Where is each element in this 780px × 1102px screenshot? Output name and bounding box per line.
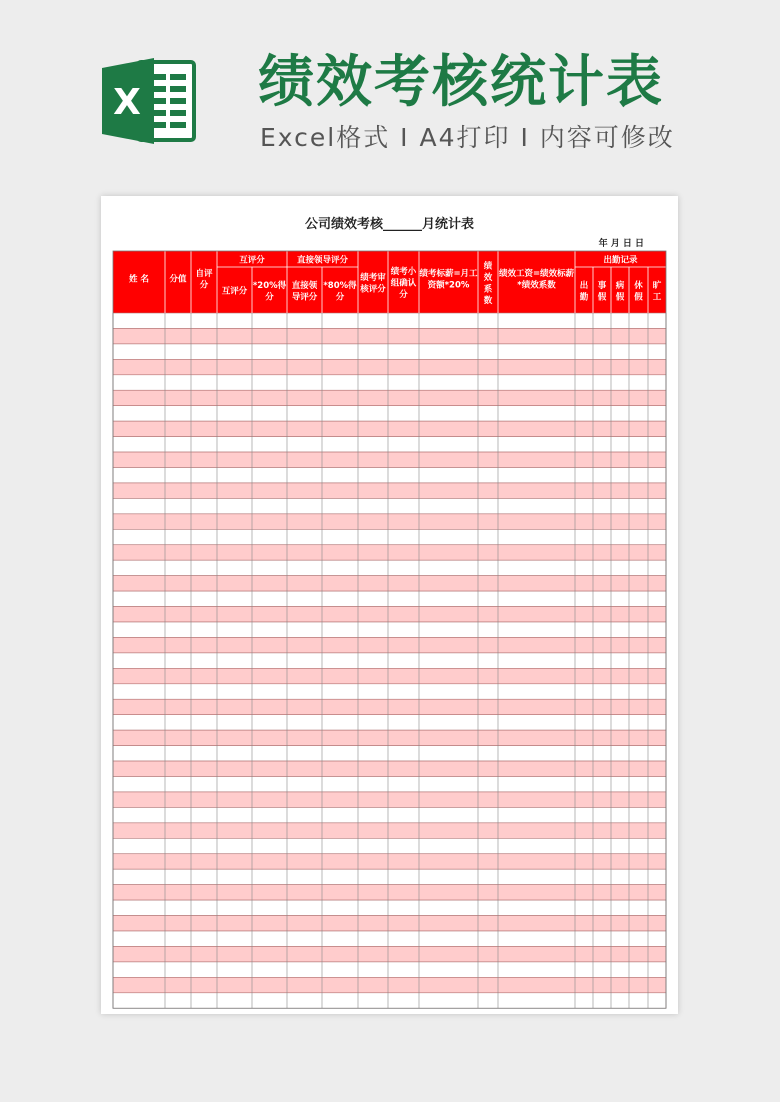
table-row xyxy=(113,545,666,560)
table-row xyxy=(113,838,666,853)
table-row xyxy=(113,375,666,390)
table-row xyxy=(113,437,666,452)
header-sick-leave: 假 xyxy=(615,292,625,303)
table-row xyxy=(113,344,666,359)
table-row xyxy=(113,977,666,992)
date-line: 年 月 日 日 xyxy=(598,239,644,249)
banner xyxy=(0,0,780,190)
table-row xyxy=(113,792,666,807)
header-name: 姓 名 xyxy=(129,274,149,285)
header-sick-leave: 病 xyxy=(615,280,625,291)
table-row xyxy=(113,777,666,792)
page-subtitle: Excel格式 I A4打印 I 内容可修改 xyxy=(260,123,675,152)
table-row xyxy=(113,514,666,529)
table-row xyxy=(113,498,666,513)
header-team-confirm: 组确认 xyxy=(390,278,417,289)
table-row xyxy=(113,684,666,699)
table-row xyxy=(113,746,666,761)
table-row xyxy=(113,946,666,961)
header-personal-leave: 假 xyxy=(597,292,607,303)
header-coefficient: 数 xyxy=(483,295,493,306)
header-performance-pay: 绩效工资=绩效标薪 xyxy=(498,268,575,279)
header-absence: 工 xyxy=(652,292,662,303)
table-row xyxy=(113,823,666,838)
header-rest-leave: 休 xyxy=(634,280,643,291)
spreadsheet-page xyxy=(101,196,678,1014)
header-coefficient: 系 xyxy=(483,284,493,295)
header-base-pay: 资额*20% xyxy=(427,280,470,291)
page-title: 绩效考核统计表 xyxy=(258,50,664,115)
table-row xyxy=(113,916,666,931)
table-row xyxy=(113,885,666,900)
table-row xyxy=(113,359,666,374)
table-row xyxy=(113,421,666,436)
header-leader-score: 直接领 xyxy=(291,280,318,291)
header-leader-80: *80%得 xyxy=(323,280,357,291)
header-group-peer: 互评分 xyxy=(239,255,265,266)
table-row xyxy=(113,591,666,606)
header-self-score: 自评 xyxy=(195,268,213,279)
table-row xyxy=(113,668,666,683)
header-audit-score: 核评分 xyxy=(360,284,386,295)
sheet-title: 公司绩效考核______月统计表 xyxy=(304,217,474,232)
table-row xyxy=(113,962,666,977)
table-row xyxy=(113,699,666,714)
table-row xyxy=(113,637,666,652)
header-peer-20: *20%得 xyxy=(252,280,287,291)
table-row xyxy=(113,854,666,869)
logo-letter: X xyxy=(113,82,141,123)
table-row xyxy=(113,653,666,668)
header-peer-20: 分 xyxy=(265,292,274,303)
performance-table xyxy=(101,196,678,1014)
header-performance-pay: *绩效系数 xyxy=(517,280,556,291)
table-row xyxy=(113,993,666,1008)
table-row xyxy=(113,406,666,421)
table-row xyxy=(113,468,666,483)
table-row xyxy=(113,529,666,544)
header-rest-leave: 假 xyxy=(634,292,643,303)
table-row xyxy=(113,900,666,915)
header-team-confirm: 分 xyxy=(399,290,408,300)
header-team-confirm: 绩考小 xyxy=(390,267,417,277)
table-row xyxy=(113,483,666,498)
table-row xyxy=(113,452,666,467)
header-group-attendance: 出勤记录 xyxy=(603,255,638,266)
header-group-leader: 直接领导评分 xyxy=(296,255,349,266)
header-leader-score: 导评分 xyxy=(291,292,318,303)
table-row xyxy=(113,931,666,946)
header-audit-score: 绩考审 xyxy=(360,272,386,283)
header-coefficient: 效 xyxy=(483,272,493,283)
header-absence: 旷 xyxy=(652,280,662,291)
header-base-pay: 绩考标薪=月工 xyxy=(419,268,478,279)
header-attendance: 出 xyxy=(579,280,589,291)
table-row xyxy=(113,761,666,776)
table-row xyxy=(113,390,666,405)
table-row xyxy=(113,730,666,745)
table-row xyxy=(113,715,666,730)
header-coefficient: 绩 xyxy=(483,261,493,272)
table-row xyxy=(113,807,666,822)
header-peer-score: 互评分 xyxy=(221,286,248,297)
table-row xyxy=(113,328,666,343)
table-row xyxy=(113,560,666,575)
header-score: 分值 xyxy=(169,274,187,285)
table-row xyxy=(113,576,666,591)
table-row xyxy=(113,607,666,622)
excel-logo-icon xyxy=(100,56,198,146)
table-row xyxy=(113,622,666,637)
table-row xyxy=(113,869,666,884)
header-attendance: 勤 xyxy=(579,292,589,303)
header-personal-leave: 事 xyxy=(597,280,607,291)
header-leader-80: 分 xyxy=(335,292,345,303)
header-self-score: 分 xyxy=(199,280,209,291)
table-row xyxy=(113,313,666,328)
